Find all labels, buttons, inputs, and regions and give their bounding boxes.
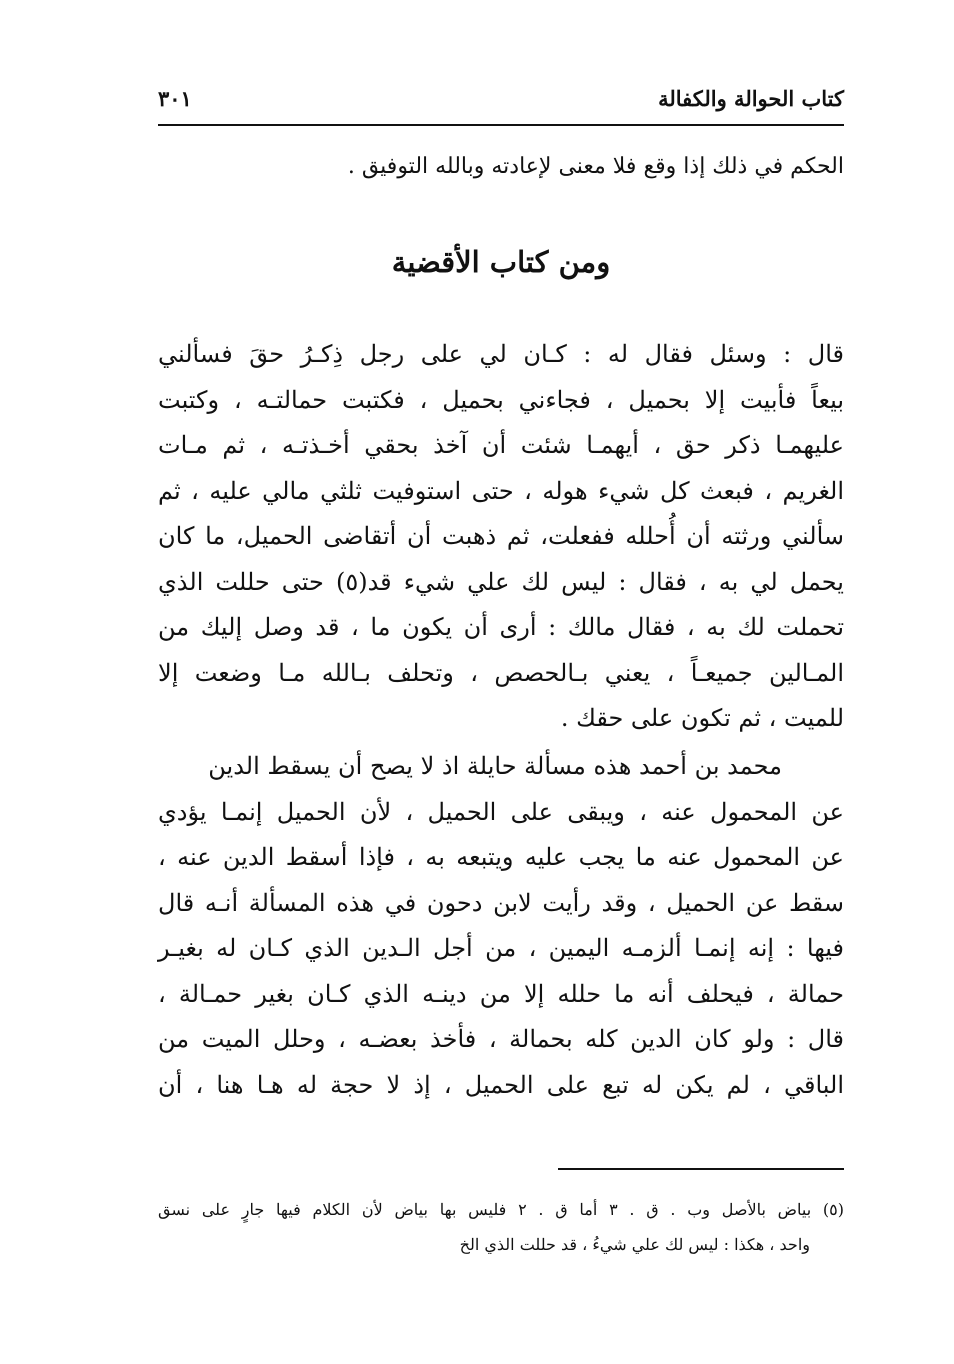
paragraph-2 — [158, 744, 844, 1108]
footnote — [158, 1192, 844, 1262]
text-line: الباقي ، لم يكن له تبع على الحميل ، إذ لا حجة له هـا هنا ، أن — [158, 1070, 844, 1099]
text-line: سقط عن الحميل ، وقد رأيت لابن دحون في هذه المسألة أنـه قال — [158, 888, 844, 917]
paragraph-1 — [158, 332, 844, 742]
footnote-rule — [558, 1168, 844, 1170]
text-line: فيها : إنه إنمـا ألزمـه اليمين ، من أجل الـدين الذي كـان له بغيـر — [158, 934, 844, 962]
text-line: للميت ، ثم تكون على حقك . — [560, 704, 844, 732]
intro-line: الحكم في ذلك إذا وقع فلا معنى لإعادته وبالله التوفيق . — [347, 154, 844, 179]
text-line: بيعاً فأبيت إلا بحميل ، فجاءني بحميل ، فكتبت حمالتـه ، وكتبت — [158, 385, 844, 414]
text-line: سألني ورثته أن أُحلله ففعلت، ثم ذهبت أن أتقاضى الحميل، ما كان — [158, 522, 844, 550]
header-rule — [158, 124, 844, 126]
text-line: حمالة ، فيحلف أنه ما حلله إلا من دينـه الذي كـان بغير حمـالة ، — [158, 979, 844, 1008]
footnote-line: واحد ، هكذا : ليس لك علي شيءُ ، قد حللت الذي الخ — [459, 1235, 810, 1254]
text-line: محمد بن أحمد هذه مسألة حايلة اذ لا يصح أن يسقط الدين — [208, 752, 782, 780]
text-line: عن المحمول عنه ، ويبقى على الحميل ، لأن الحميل إنمـا يؤدي — [158, 797, 844, 826]
text-line: عن المحمول عنه ما يجب عليه ويتبعه به ، فإذا أسقط الدين عنه ، — [158, 843, 844, 871]
text-line: المـالين جميعـاً ، يعني بـالحصص ، وتحلف بـالله مـا وضعت إلا — [158, 658, 844, 687]
footnote-line: (٥) بياض بالأصل وب . ق . ٣ أما ق . ٢ فليس بها بياض لأن الكلام فيها جارٍ على نسق — [158, 1200, 845, 1219]
text-line: يحمل لي به ، فقال : ليس لك علي شيء قد(٥) حتى حللت الذي — [158, 567, 844, 596]
page-number: ٣٠١ — [158, 86, 192, 111]
text-line: عليهمـا ذكر حق ، أيهمـا شئت أن آخذ بحقي أخـذتـه ، ثم مـات — [158, 431, 844, 459]
text-line: الغريم ، فبعث كل شيء هوله ، حتى استوفيت ثلثي مالي عليه ، ثم — [158, 476, 845, 505]
text-line: قال : ولو كان الدين كله بحمالة ، فأخذ بعضـه ، وحلل الميت من — [158, 1025, 844, 1053]
text-line: قال : وسئل فقال له : كـان لي على رجل ذِكـرُ حقَ فسألني — [158, 340, 844, 368]
page-header — [158, 84, 844, 124]
running-title: كتاب الحوالة والكفالة — [658, 86, 844, 111]
section-heading: ومن كتاب الأقضية — [391, 245, 611, 279]
text-line: تحملت لك به ، فقال مالك : أرى أن يكون ما ، قد وصل إليك من — [158, 613, 844, 641]
